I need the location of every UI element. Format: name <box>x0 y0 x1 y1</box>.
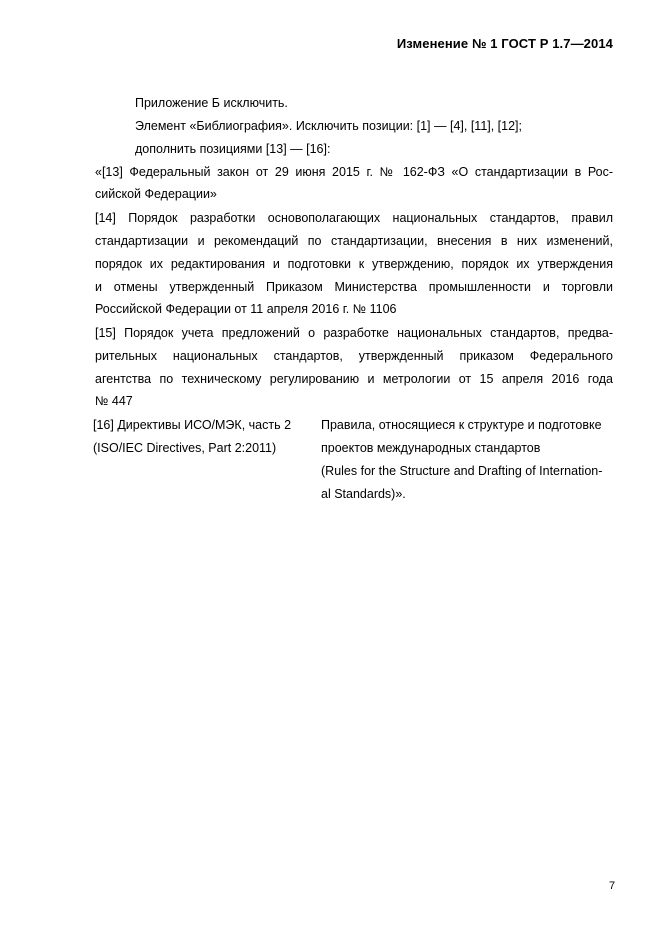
ref14-line-1: [14] Порядок разработки основополагающих национальных стандартов, правил <box>95 211 613 225</box>
ref16-left-line-2: (ISO/IEC Directives, Part 2:2011) <box>93 441 277 455</box>
intro-line-3: дополнить позициями [13] — [16]: <box>135 142 331 156</box>
ref15-line-2: рительных национальных стандартов, утвержденный приказом Федерального <box>95 349 613 363</box>
ref14-line-5: Российской Федерации от 11 апреля 2016 г. № 1106 <box>95 302 397 316</box>
ref15-line-4: № 447 <box>95 394 133 408</box>
ref14-line-3: порядок их редактирования и подготовки к утверждению, порядок их утверждения <box>95 257 613 271</box>
ref14-line-2: стандартизации и рекомендаций по стандартизации, внесения в них изменений, <box>95 234 613 248</box>
intro-line-1: Приложение Б исключить. <box>135 96 288 110</box>
ref15-line-3: агентства по техническому регулированию и метрологии от 15 апреля 2016 года <box>95 372 613 386</box>
ref16-right-line-2: проектов международных стандартов <box>321 441 541 455</box>
ref16-right-line-1: Правила, относящиеся к структуре и подготовке <box>321 418 602 432</box>
ref16-left-line-1: [16] Директивы ИСО/МЭК, часть 2 <box>93 418 292 432</box>
document-header: Изменение № 1 ГОСТ Р 1.7—2014 <box>396 36 613 51</box>
ref13-line-2: сийской Федерации» <box>95 187 217 201</box>
ref16-right-line-4: al Standards)». <box>321 487 406 501</box>
intro-line-2: Элемент «Библиография». Исключить позиции: [1] — [4], [11], [12]; <box>135 119 523 133</box>
ref15-line-1: [15] Порядок учета предложений о разработке национальных стандартов, предва- <box>95 326 613 340</box>
ref16-right-line-3: (Rules for the Structure and Drafting of Internation- <box>321 464 603 478</box>
ref14-line-4: и отмены утвержденный Приказом Министерства промышленности и торговли <box>95 280 613 294</box>
page-number: 7 <box>609 880 616 892</box>
ref13-line-1: «[13] Федеральный закон от 29 июня 2015 г. № 162-ФЗ «О стандартизации в Рос- <box>95 165 613 179</box>
